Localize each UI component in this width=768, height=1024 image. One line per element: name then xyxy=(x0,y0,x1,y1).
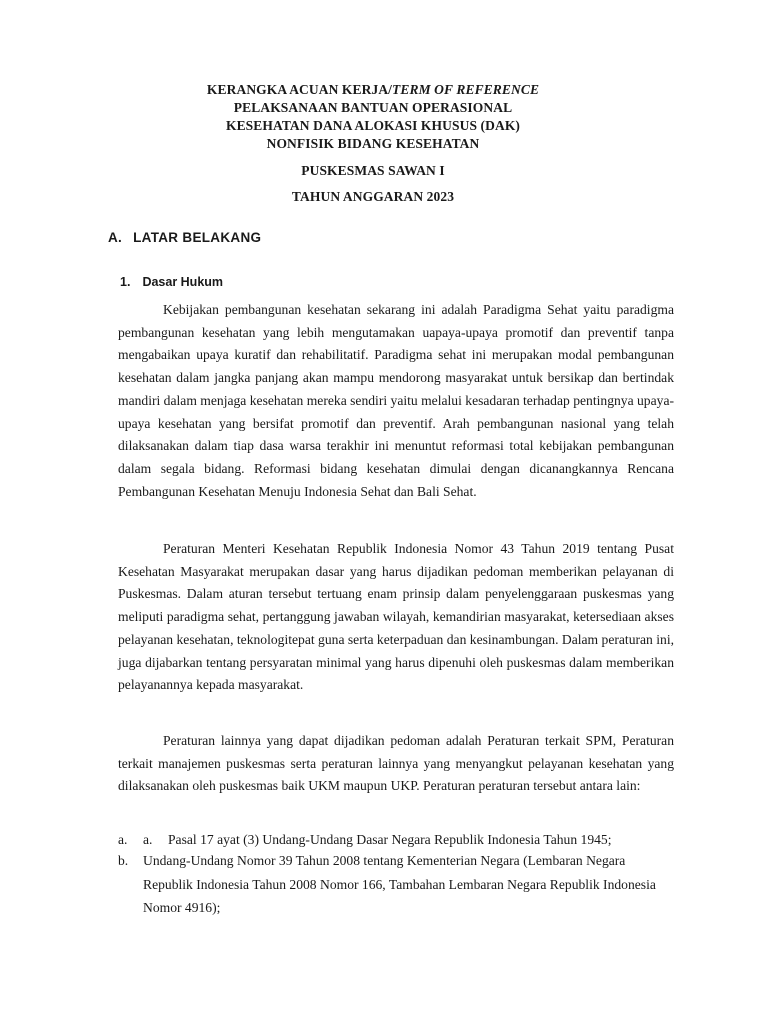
doc-title-line-2: PELAKSANAAN BANTUAN OPERASIONAL xyxy=(233,100,513,115)
section-title: LATAR BELAKANG xyxy=(133,230,262,245)
doc-title-prefix: KERANGKA ACUAN KERJA/ xyxy=(206,82,393,97)
paragraph: Peraturan lainnya yang dapat dijadikan pedoman adalah Peraturan terkait SPM, Peraturan terkait manajemen puskesmas serta peraturan lainnya yang menyangkut pelayanan kesehatan yang dilaksanakan oleh puskesmas baik UKM maupun UKP. Peraturan peraturan tersebut antara lain: xyxy=(118,733,674,794)
section-heading xyxy=(108,230,261,245)
doc-title-line-4: NONFISIK BIDANG KESEHATAN xyxy=(266,136,480,151)
list-item-text: Undang-Undang Nomor 39 Tahun 2008 tentang Kementerian Negara (Lembaran Negara Republik Indonesia Tahun 2008 Nomor 166, Tambahan Lembaran Negara Republik Indonesia Nomor 4916); xyxy=(143,853,656,915)
doc-title-line-1 xyxy=(0,82,746,98)
list-marker: a. xyxy=(118,832,128,847)
subsection-marker: 1. xyxy=(120,275,131,289)
doc-subtitle-puskesmas: PUSKESMAS SAWAN I xyxy=(301,163,445,178)
doc-subtitle-year: TAHUN ANGGARAN 2023 xyxy=(291,189,455,204)
list-item xyxy=(118,828,678,852)
doc-title-italic: TERM OF REFERENCE xyxy=(392,82,540,97)
doc-title-line-3: KESEHATAN DANA ALOKASI KHUSUS (DAK) xyxy=(225,118,521,133)
list-item xyxy=(118,849,678,920)
paragraph: Peraturan Menteri Kesehatan Republik Indonesia Nomor 43 Tahun 2019 tentang Pusat Kesehatan Masyarakat merupakan dasar yang harus dijadikan pedoman memberikan pelayanan di Puskesmas. Dalam aturan tersebut tertuang enam prinsip dalam penyelenggaraan puskesmas yang meliputi paradigma sehat, pertanggung jawaban wilayah, kemandirian masyarakat, ketersediaan akses pelayanan kesehatan, teknologitepat guna serta keterpaduan dan kesinambungan. Dalam peraturan ini, juga dijabarkan tentang persyaratan minimal yang harus dipenuhi oleh puskesmas dalam memberikan pelayanannya kepada masyarakat. xyxy=(118,541,674,693)
subsection-title: Dasar Hukum xyxy=(142,275,224,289)
list-item-text: Pasal 17 ayat (3) Undang-Undang Dasar Negara Republik Indonesia Tahun 1945; xyxy=(168,832,612,847)
list-marker-duplicate: a. xyxy=(143,832,153,847)
list-marker: b. xyxy=(118,853,129,868)
section-marker: A. xyxy=(108,230,123,245)
paragraph: Kebijakan pembangunan kesehatan sekarang ini adalah Paradigma Sehat yaitu paradigma pembangunan kesehatan yang lebih mengutamakan uapaya-upaya promotif dan preventif tanpa mengabaikan upaya kuratif dan rehabilitatif. Paradigma sehat ini merupakan modal pembangunan kesehatan dalam jangka panjang akan mampu mendorong masyarakat untuk bersikap dan bertindak mandiri dalam menjaga kesehatan mereka sendiri yaitu melalui kesadaran terhadap pentingnya upaya-upaya kesehatan yang bersifat promotif dan preventif. Arah pembangunan nasional yang telah dilaksanakan dalam tiap dasa warsa terakhir ini menuntut reformasi total kebijakan pembangunan dalam segala bidang. Reformasi bidang kesehatan dimulai dengan dicanangkannya Rencana Pembangunan Kesehatan Menuju Indonesia Sehat dan Bali Sehat. xyxy=(118,302,674,499)
subsection-heading xyxy=(120,275,223,289)
